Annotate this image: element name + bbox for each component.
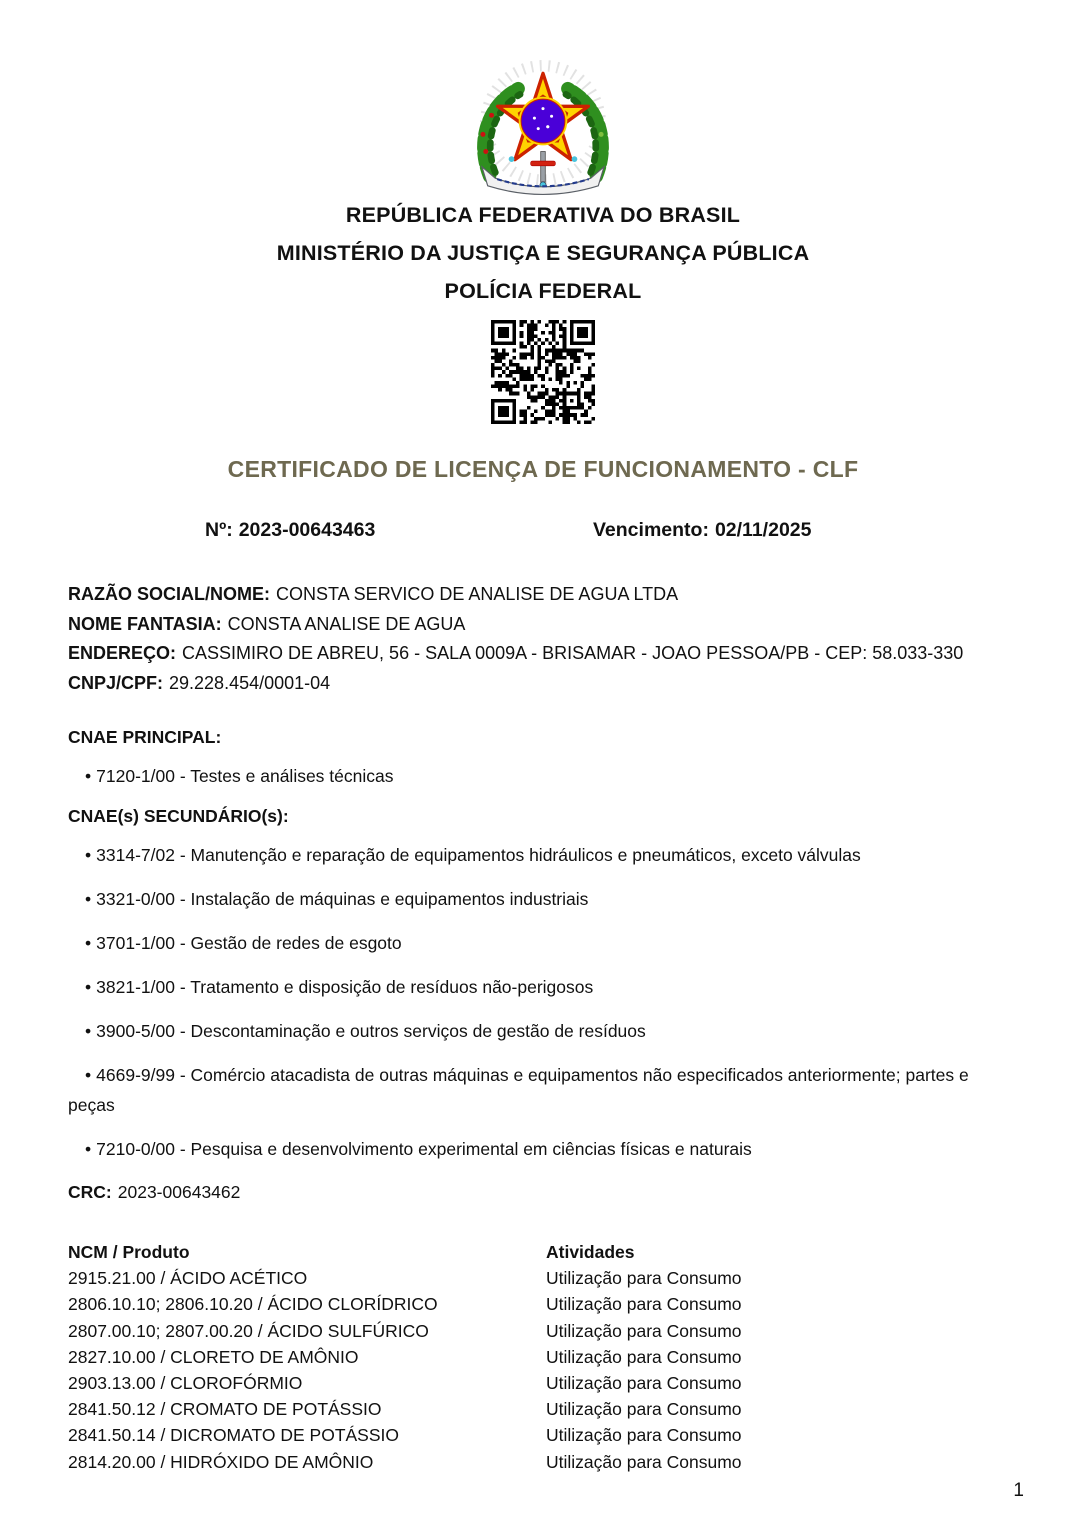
cnae-item-text: 7210-0/00 - Pesquisa e desenvolvimento experimental em ciências físicas e naturais [96,1139,752,1159]
cell-atividade: Utilização para Consumo [546,1399,742,1420]
page-number: 1 [1013,1480,1024,1501]
cell-atividade: Utilização para Consumo [546,1268,742,1289]
table-row [68,1396,1016,1422]
cell-atividade: Utilização para Consumo [546,1294,742,1315]
cnae-item-text: 3321-0/00 - Instalação de máquinas e equipamentos industriais [96,889,589,909]
bullet-icon: • [85,977,92,997]
table-row [68,1422,1016,1448]
certificate-number [205,519,375,542]
company-field-label: RAZÃO SOCIAL/NOME: [68,584,270,604]
company-info [68,580,1016,698]
products-table-body [68,1265,1016,1475]
cell-atividade: Utilização para Consumo [546,1346,742,1367]
certificate-expiry-label: Vencimento: [593,519,709,541]
cnae-secondary-item [68,884,1016,914]
column-header-ncm: NCM / Produto [68,1242,190,1262]
bullet-icon: • [85,766,92,786]
bullet-icon: • [85,845,92,865]
crc-value: 2023-00643462 [117,1182,241,1202]
cnae-item-text: 3314-7/02 - Manutenção e reparação de equipamentos hidráulicos e pneumáticos, exceto válvulas [96,845,861,865]
table-row [68,1344,1016,1370]
org-header-line: POLÍCIA FEDERAL [444,279,642,303]
cell-ncm-produto: 2814.20.00 / HIDRÓXIDO DE AMÔNIO [68,1451,374,1472]
company-field-label: ENDEREÇO: [68,643,177,663]
company-field-value: CASSIMIRO DE ABREU, 56 - SALA 0009A - BRISAMAR - JOAO PESSOA/PB - CEP: 58.033-330 [182,643,964,663]
bullet-icon: • [85,889,92,909]
cnae-section [68,726,1016,1204]
company-field [68,669,1016,699]
cell-atividade: Utilização para Consumo [546,1451,742,1472]
company-field-label: CNPJ/CPF: [68,672,164,693]
cnae-secondary-item [68,1060,1016,1120]
brazil-coat-of-arms-icon [457,60,629,203]
cnae-item-text: 7120-1/00 - Testes e análises técnicas [96,766,394,786]
cnae-item-text: 3701-1/00 - Gestão de redes de esgoto [96,933,402,953]
table-row [68,1449,1016,1475]
cnae-item-text: 3900-5/00 - Descontaminação e outros serviços de gestão de resíduos [96,1021,646,1041]
cnae-principal-item [68,761,1016,791]
cnae-secondary-item [68,972,1016,1002]
cnae-principal-list [68,761,1016,791]
certificate-expiry [593,519,811,542]
org-header [0,196,1086,310]
crc-line [68,1180,1016,1204]
cnae-secondary-item [68,1016,1016,1046]
company-field-value: CONSTA SERVICO DE ANALISE DE AGUA LTDA [276,584,679,604]
company-field [68,580,1016,610]
company-field-value: CONSTA ANALISE DE AGUA [227,613,466,634]
cell-atividade: Utilização para Consumo [546,1320,742,1341]
emblem-container [0,60,1086,208]
table-row [68,1291,1016,1317]
cell-atividade: Utilização para Consumo [546,1373,742,1394]
bullet-icon: • [85,1139,92,1159]
org-header-line: REPÚBLICA FEDERATIVA DO BRASIL [345,203,741,227]
cell-ncm-produto: 2841.50.12 / CROMATO DE POTÁSSIO [68,1399,382,1420]
cnae-secondary-heading: CNAE(s) SECUNDÁRIO(s): [68,806,289,826]
org-header-line: MINISTÉRIO DA JUSTIÇA E SEGURANÇA PÚBLICA [276,241,810,265]
certificate-number-value: 2023-00643463 [238,519,376,541]
cell-ncm-produto: 2903.13.00 / CLOROFÓRMIO [68,1373,303,1394]
table-row [68,1370,1016,1396]
document-title: CERTIFICADO DE LICENÇA DE FUNCIONAMENTO - CLF [227,456,859,482]
cell-ncm-produto: 2915.21.00 / ÁCIDO ACÉTICO [68,1268,308,1289]
cell-ncm-produto: 2807.00.10; 2807.00.20 / ÁCIDO SULFÚRICO [68,1320,429,1341]
products-table [68,1239,1016,1475]
cnae-principal-heading: CNAE PRINCIPAL: [68,727,222,747]
cnae-item-text: 4669-9/99 - Comércio atacadista de outras máquinas e equipamentos não especificados anteriormente; partes e peças [68,1065,969,1115]
cnae-secondary-item [68,928,1016,958]
cnae-item-text: 3821-1/00 - Tratamento e disposição de resíduos não-perigosos [96,977,594,997]
company-field [68,610,1016,640]
cell-atividade: Utilização para Consumo [546,1425,742,1446]
company-field [68,639,1016,669]
certificate-expiry-value: 02/11/2025 [714,519,812,541]
bullet-icon: • [85,1065,92,1085]
cnae-secondary-item [68,840,1016,870]
qr-code [491,320,595,424]
bullet-icon: • [85,1021,92,1041]
table-row [68,1318,1016,1344]
column-header-atividades: Atividades [546,1242,635,1262]
products-table-header [68,1239,1016,1265]
cell-ncm-produto: 2841.50.14 / DICROMATO DE POTÁSSIO [68,1425,399,1446]
company-field-label: NOME FANTASIA: [68,613,222,634]
certificate-number-label: Nº: [205,519,233,541]
bullet-icon: • [85,933,92,953]
table-row [68,1265,1016,1291]
cnae-secondary-list [68,840,1016,1164]
crc-label: CRC: [68,1182,112,1202]
qr-container [0,320,1086,429]
cell-ncm-produto: 2806.10.10; 2806.10.20 / ÁCIDO CLORÍDRICO [68,1294,438,1315]
company-field-value: 29.228.454/0001-04 [169,672,331,693]
cell-ncm-produto: 2827.10.00 / CLORETO DE AMÔNIO [68,1346,359,1367]
cnae-secondary-item [68,1134,1016,1164]
